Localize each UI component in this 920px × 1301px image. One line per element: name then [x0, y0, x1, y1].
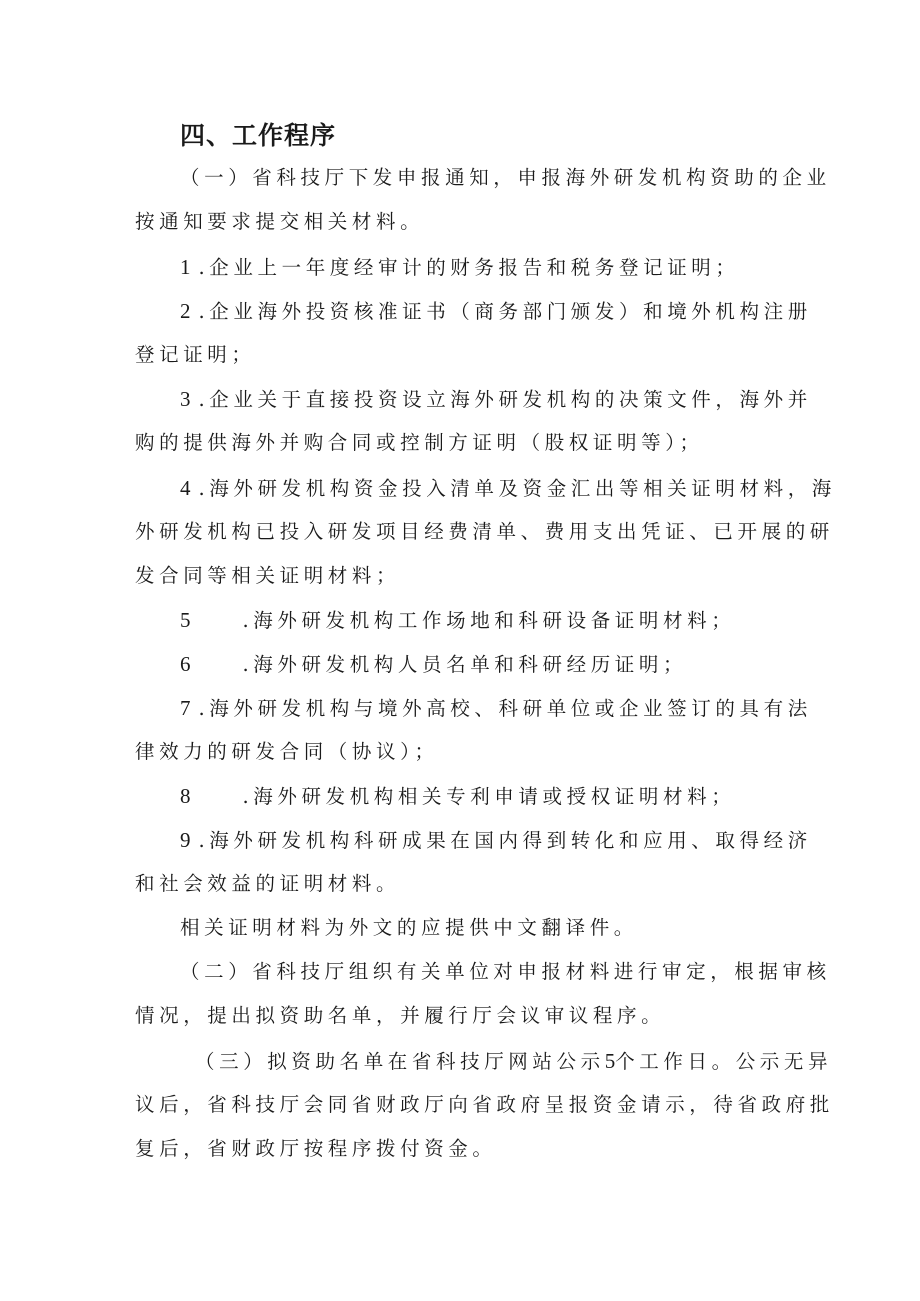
item-number: 8: [180, 784, 191, 808]
paragraph-1-line-1: （一）省科技厅下发申报通知，申报海外研发机构资助的企业: [180, 166, 831, 189]
list-item-4: [180, 473, 836, 504]
item-number: 2: [180, 299, 191, 323]
item-number: 7: [180, 696, 191, 720]
item-text: .企业关于直接投资设立海外研发机构的决策文件，海外并: [198, 388, 812, 411]
translation-note: 相关证明材料为外文的应提供中文翻译件。: [180, 916, 638, 939]
item-number: 6: [180, 652, 191, 676]
list-item-9: [180, 825, 812, 856]
list-item-4-cont-2: 发合同等相关证明材料；: [135, 564, 401, 587]
item-text: .海外研发机构人员名单和科研经历证明；: [242, 653, 688, 676]
item-number: 5: [180, 608, 191, 632]
list-item-5: [180, 605, 735, 636]
paragraph-3-line-3: 复后，省财政厅按程序拨付资金。: [135, 1137, 497, 1160]
list-item-3-cont: 购的提供海外并购合同或控制方证明（股权证明等）；: [135, 431, 704, 454]
list-item-6: [180, 649, 687, 680]
item-number: 3: [180, 387, 191, 411]
list-item-7: [180, 693, 812, 724]
item-text: .海外研发机构科研成果在国内得到转化和应用、取得经济: [198, 829, 812, 852]
paragraph-3-text-a: （三）拟资助名单在省科技厅网站公示: [195, 1050, 605, 1073]
item-text: .海外研发机构与境外高校、科研单位或企业签订的具有法: [198, 697, 812, 720]
list-item-9-cont: 和社会效益的证明材料。: [135, 872, 401, 895]
item-number: 1: [180, 255, 191, 279]
paragraph-3-line-1: [195, 1046, 832, 1077]
item-text: .企业上一年度经审计的财务报告和税务登记证明；: [198, 256, 740, 279]
list-item-8: [180, 781, 735, 812]
paragraph-3-line-2: 议后，省科技厅会同省财政厅向省政府呈报资金请示，待省政府批: [135, 1093, 834, 1116]
paragraph-3-text-b: 个工作日。公示无异: [615, 1050, 833, 1073]
item-text: .企业海外投资核准证书（商务部门颁发）和境外机构注册: [198, 300, 812, 323]
list-item-4-cont-1: 外研发机构已投入研发项目经费清单、费用支出凭证、已开展的研: [135, 520, 834, 543]
item-text: .海外研发机构工作场地和科研设备证明材料；: [242, 609, 736, 632]
item-number: 9: [180, 828, 191, 852]
item-text: .海外研发机构资金投入清单及资金汇出等相关证明材料，海: [198, 477, 836, 500]
paragraph-2-line-1: （二）省科技厅组织有关单位对申报材料进行审定，根据审核: [180, 960, 831, 983]
item-number: 4: [180, 476, 191, 500]
list-item-2-cont: 登记证明；: [135, 343, 256, 366]
paragraph-3-number: 5: [604, 1049, 616, 1073]
list-item-3: [180, 384, 812, 415]
item-text: .海外研发机构相关专利申请或授权证明材料；: [242, 785, 736, 808]
paragraph-2-line-2: 情况，提出拟资助名单，并履行厅会议审议程序。: [135, 1004, 666, 1027]
list-item-7-cont: 律效力的研发合同（协议）；: [135, 740, 439, 763]
list-item-1: [180, 252, 740, 283]
list-item-2: [180, 296, 812, 327]
section-heading: 四、工作程序: [180, 121, 337, 150]
paragraph-1-line-2: 按通知要求提交相关材料。: [135, 210, 425, 233]
